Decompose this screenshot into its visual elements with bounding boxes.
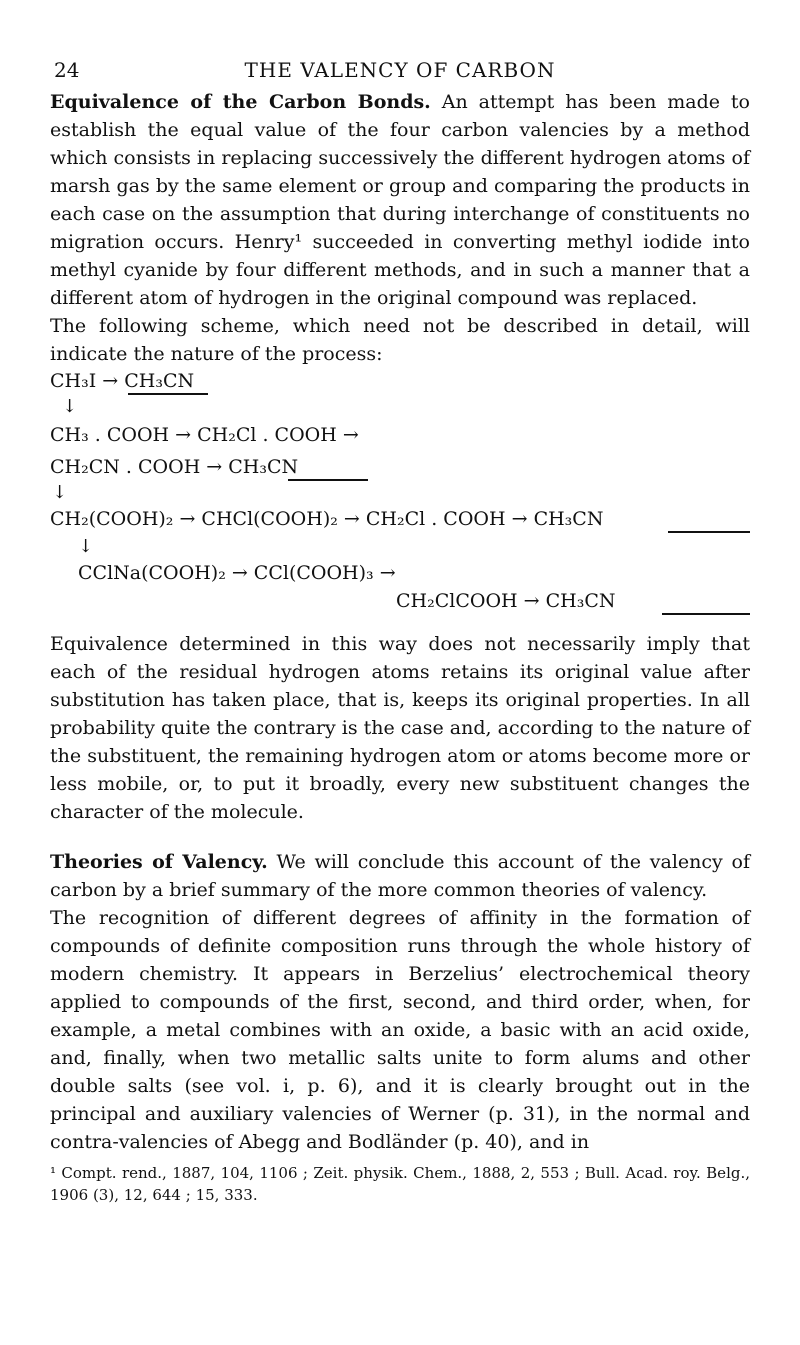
paragraph-equivalence-discussion: Equivalence determined in this way does not necessarily imply that each of the residual hydrogen atoms retains its original value after substitution has taken place, that is, keeps its original properties. In all probability quite the contrary is the case and, according to the nature of the substituent, the remaining hydrogen atom or atoms become more or less mobile, or, to put it broadly, every new substituent changes the character of the molecule. (50, 633, 750, 823)
scheme-underline-6 (662, 590, 750, 615)
down-arrow-icon: ↓ (62, 396, 78, 417)
scheme-line-5: CClNa(COOH)₂ → CCl(COOH)₃ → (78, 562, 396, 584)
paragraph-text: An attempt has been made to establish the equal value of the four carbon valencies by a method which consists in replacing successively the different hydrogen atoms of marsh gas by the same element or group and comparing the products in each case on the assumption that during interchange of constituents no migration occurs. Henry¹ succeeded in converting methyl iodide into methyl cyanide by four different methods, and in such a manner that a different atom of hydrogen in the original compound was replaced. (50, 91, 750, 309)
section-heading-equivalence: Equivalence of the Carbon Bonds. (50, 91, 431, 113)
paragraph-theories-history: The recognition of different degrees of affinity in the formation of compounds of definite composition runs through the whole history of modern chemistry. It appears in Berzelius’ electrochemical theory applied to compounds of the first, second, and third order, when, for example, a metal combines with an oxide, a basic with an acid oxide, and, finally, when two metallic salts unite to form alums and other double salts (see vol. i, p. 6), and it is clearly brought out in the principal and auxiliary valencies of Werner (p. 31), in the normal and contra-valencies of Abegg and Bodländer (p. 40), and in (50, 907, 750, 1153)
page (50, 48, 750, 1206)
down-arrow-icon: ↓ (52, 482, 68, 503)
scheme-line-6: CH₂ClCOOH → CH₃CN (396, 590, 616, 612)
paragraph-theories-intro (50, 848, 750, 904)
down-arrow-icon: ↓ (78, 536, 94, 557)
section-spacer (50, 826, 750, 848)
page-number: 24 (54, 58, 80, 82)
section-heading-theories: Theories of Valency. (50, 851, 268, 873)
paragraph-scheme-intro: The following scheme, which need not be described in detail, will indicate the nature of the process: (50, 315, 750, 365)
paragraph-text: We will conclude this account of the valency of carbon by a brief summary of the more common theories of valency. (50, 851, 750, 901)
scheme-line-3: CH₂CN . COOH → CH₃CN (50, 456, 299, 478)
footnote: ¹ Compt. rend., 1887, 104, 1106 ; Zeit. physik. Chem., 1888, 2, 553 ; Bull. Acad. roy. Belg., 1906 (3), 12, 644 ; 15, 333. (50, 1164, 750, 1204)
running-title: THE VALENCY OF CARBON (244, 58, 556, 82)
paragraph-equivalence-intro (50, 88, 750, 312)
scheme-underline-3 (288, 456, 368, 481)
scheme-line-2: CH₃ . COOH → CH₂Cl . COOH → (50, 424, 359, 446)
reaction-scheme (50, 368, 750, 630)
scheme-line-4: CH₂(COOH)₂ → CHCl(COOH)₂ → CH₂Cl . COOH → CH₃CN (50, 508, 604, 530)
scheme-underline-1 (128, 370, 208, 395)
scheme-underline-4 (668, 508, 750, 533)
scheme-line-1-text: CH₃I → CH₃CN (50, 370, 195, 392)
page-header (50, 48, 750, 88)
